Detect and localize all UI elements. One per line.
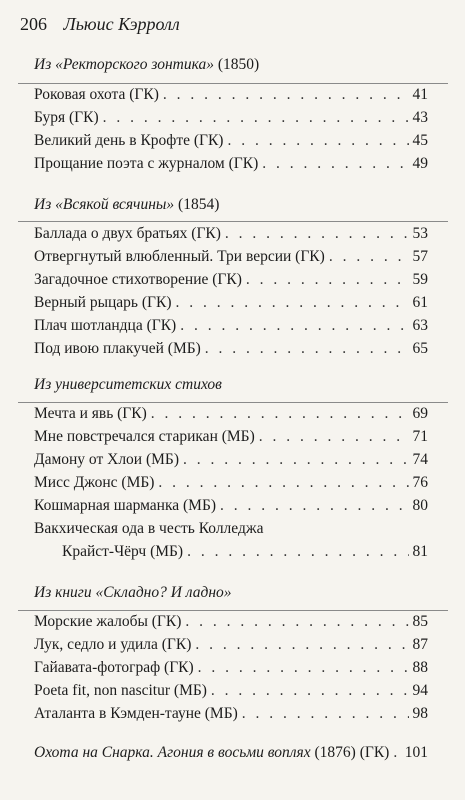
- toc-entry: Дамону от Хлои (МБ) . . . 74: [34, 451, 428, 473]
- section-title: Из «Ректорского зонтика» (1850): [34, 56, 260, 73]
- section-divider: [18, 83, 448, 84]
- toc-entry: Мисс Джонс (МБ) . . . 76: [34, 474, 428, 496]
- toc-entry: Мне повстречался старикан (МБ) . . . 71: [34, 428, 428, 450]
- section-title: Из книги «Складно? И ладно»: [34, 584, 232, 601]
- section-divider: [18, 221, 448, 222]
- toc-entry: Буря (ГК) . . . 43: [34, 109, 428, 131]
- toc-entry-snark: Охота на Снарка. Агония в восьми воплях (1876) (ГК) . . . 101: [34, 744, 428, 766]
- toc-entry: Крайст-Чёрч (МБ) . . . 81: [62, 543, 428, 565]
- toc-entry: Плач шотландца (ГК) . . . 63: [34, 317, 428, 339]
- toc-entry-line1: Вакхическая ода в честь Колледжа: [34, 520, 264, 537]
- section-title: Из университетских стихов: [34, 376, 222, 393]
- section-divider: [18, 402, 448, 403]
- running-head: [20, 14, 180, 35]
- toc-entry: Роковая охота (ГК) . . . 41: [34, 86, 428, 108]
- toc-entry: Морские жалобы (ГК) . . . 85: [34, 613, 428, 635]
- toc-entry: Poeta fit, non nascitur (МБ) . . . 94: [34, 682, 428, 704]
- section-divider: [18, 610, 448, 611]
- toc-entry: Баллада о двух братьях (ГК) . . . 53: [34, 225, 428, 247]
- toc-entry: Мечта и явь (ГК) . . . 69: [34, 405, 428, 427]
- toc-entry: Кошмарная шарманка (МБ) . . . 80: [34, 497, 428, 519]
- toc-entry: Загадочное стихотворение (ГК) . . . 59: [34, 271, 428, 293]
- toc-entry: Под ивою плакучей (МБ) . . . 65: [34, 340, 428, 362]
- toc-entry: Отвергнутый влюбленный. Три версии (ГК) . . . 57: [34, 248, 428, 270]
- toc-entry: Лук, седло и удила (ГК) . . . 87: [34, 636, 428, 658]
- section-title: Из «Всякой всячины» (1854): [34, 196, 220, 213]
- page-number: 206: [20, 14, 47, 34]
- toc-entry: Прощание поэта с журналом (ГК) . . . 49: [34, 155, 428, 177]
- toc-entry: Аталанта в Кэмден-тауне (МБ) . . . 98: [34, 705, 428, 727]
- author-name: Льюис Кэрролл: [63, 14, 180, 34]
- toc-entry: Великий день в Крофте (ГК) . . . 45: [34, 132, 428, 154]
- toc-entry: Верный рыцарь (ГК) . . . 61: [34, 294, 428, 316]
- toc-entry: Гайавата-фотограф (ГК) . . . 88: [34, 659, 428, 681]
